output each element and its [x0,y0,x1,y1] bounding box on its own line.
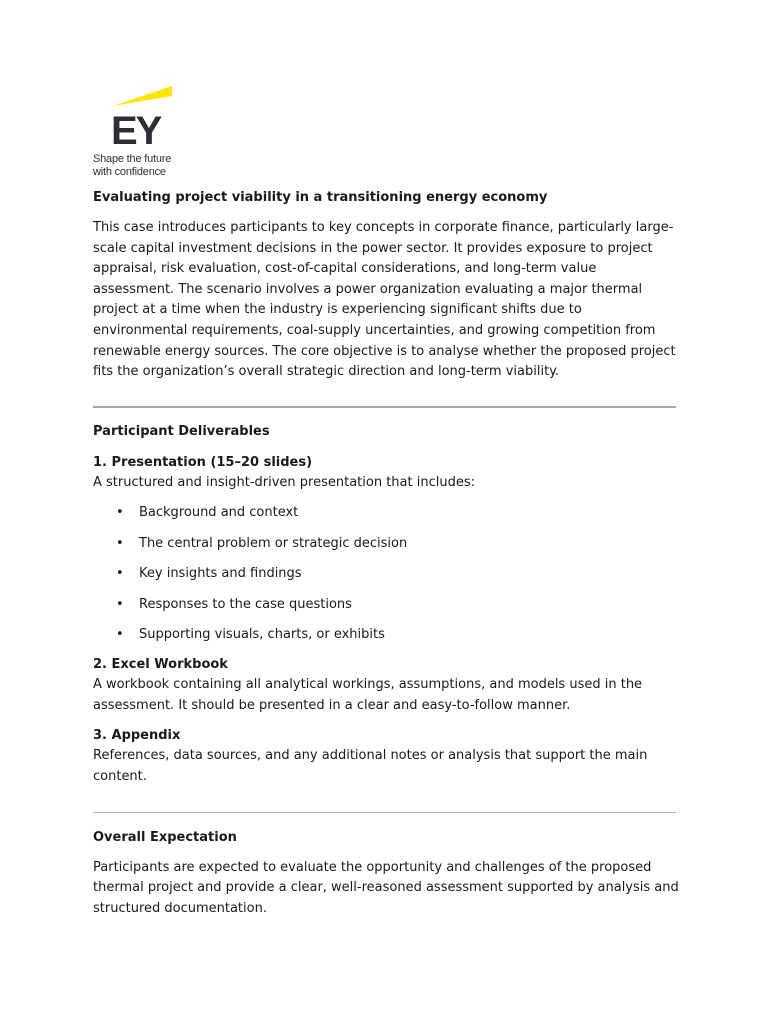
presentation-list [93,503,679,645]
appendix-heading: 3. Appendix [93,728,181,744]
bullet-icon: • [116,596,124,612]
ey-beam-icon [113,86,172,106]
ey-logo-text: EY [111,109,161,152]
bullet-icon: • [116,566,124,582]
logo-tagline-line1: Shape the future [93,153,172,165]
presentation-description: A structured and insight-driven presentation that includes: [93,474,475,490]
list-item: • Background and context [93,503,679,523]
expectation-heading: Overall Expectation [93,829,237,845]
appendix-description: References, data sources, and any additional notes or analysis that support the main content. [93,748,648,785]
intro-paragraph: This case introduces participants to key concepts in corporate finance, particularly large-scale capital investment decisions in the power sector. It provides exposure to project appraisal, risk evaluation, cost-of-capital considerations, and long-term value assessment. The scenario involves a power organization evaluating a major thermal project at a time when the industry is experiencing significant shifts due to environmental requirements, coal-supply uncertainties, and growing competition from renewable energy sources. The core objective is to analyse whether the proposed project fits the organization’s overall strategic direction and long-term viability. [93,220,676,380]
logo-tagline [93,153,171,178]
deliverables-heading: Participant Deliverables [93,423,270,439]
expectation-text: Participants are expected to evaluate the opportunity and challenges of the proposed thermal project and provide a clear, well-reasoned assessment supported by analysis and structured documentation. [93,859,679,916]
document-title: Evaluating project viability in a transitioning energy economy [93,190,548,205]
excel-description: A workbook containing all analytical workings, assumptions, and models used in the assessment. It should be presented in a clear and easy-to-follow manner. [93,677,643,713]
presentation-heading: 1. Presentation (15–20 slides) [93,454,313,470]
list-item: • The central problem or strategic decision [93,534,679,554]
logo-tagline-line2: with confidence [93,165,166,178]
bullet-icon: • [116,626,124,642]
bullet-icon: • [116,505,124,521]
list-item: • Key insights and findings [93,564,679,584]
list-item: • Responses to the case questions [93,595,679,615]
document-body [93,187,679,919]
ey-logo-mark [93,86,193,152]
bullet-icon: • [116,535,124,551]
list-item: • Supporting visuals, charts, or exhibits [93,625,679,645]
ey-logo [93,86,193,181]
excel-heading: 2. Excel Workbook [93,657,228,673]
